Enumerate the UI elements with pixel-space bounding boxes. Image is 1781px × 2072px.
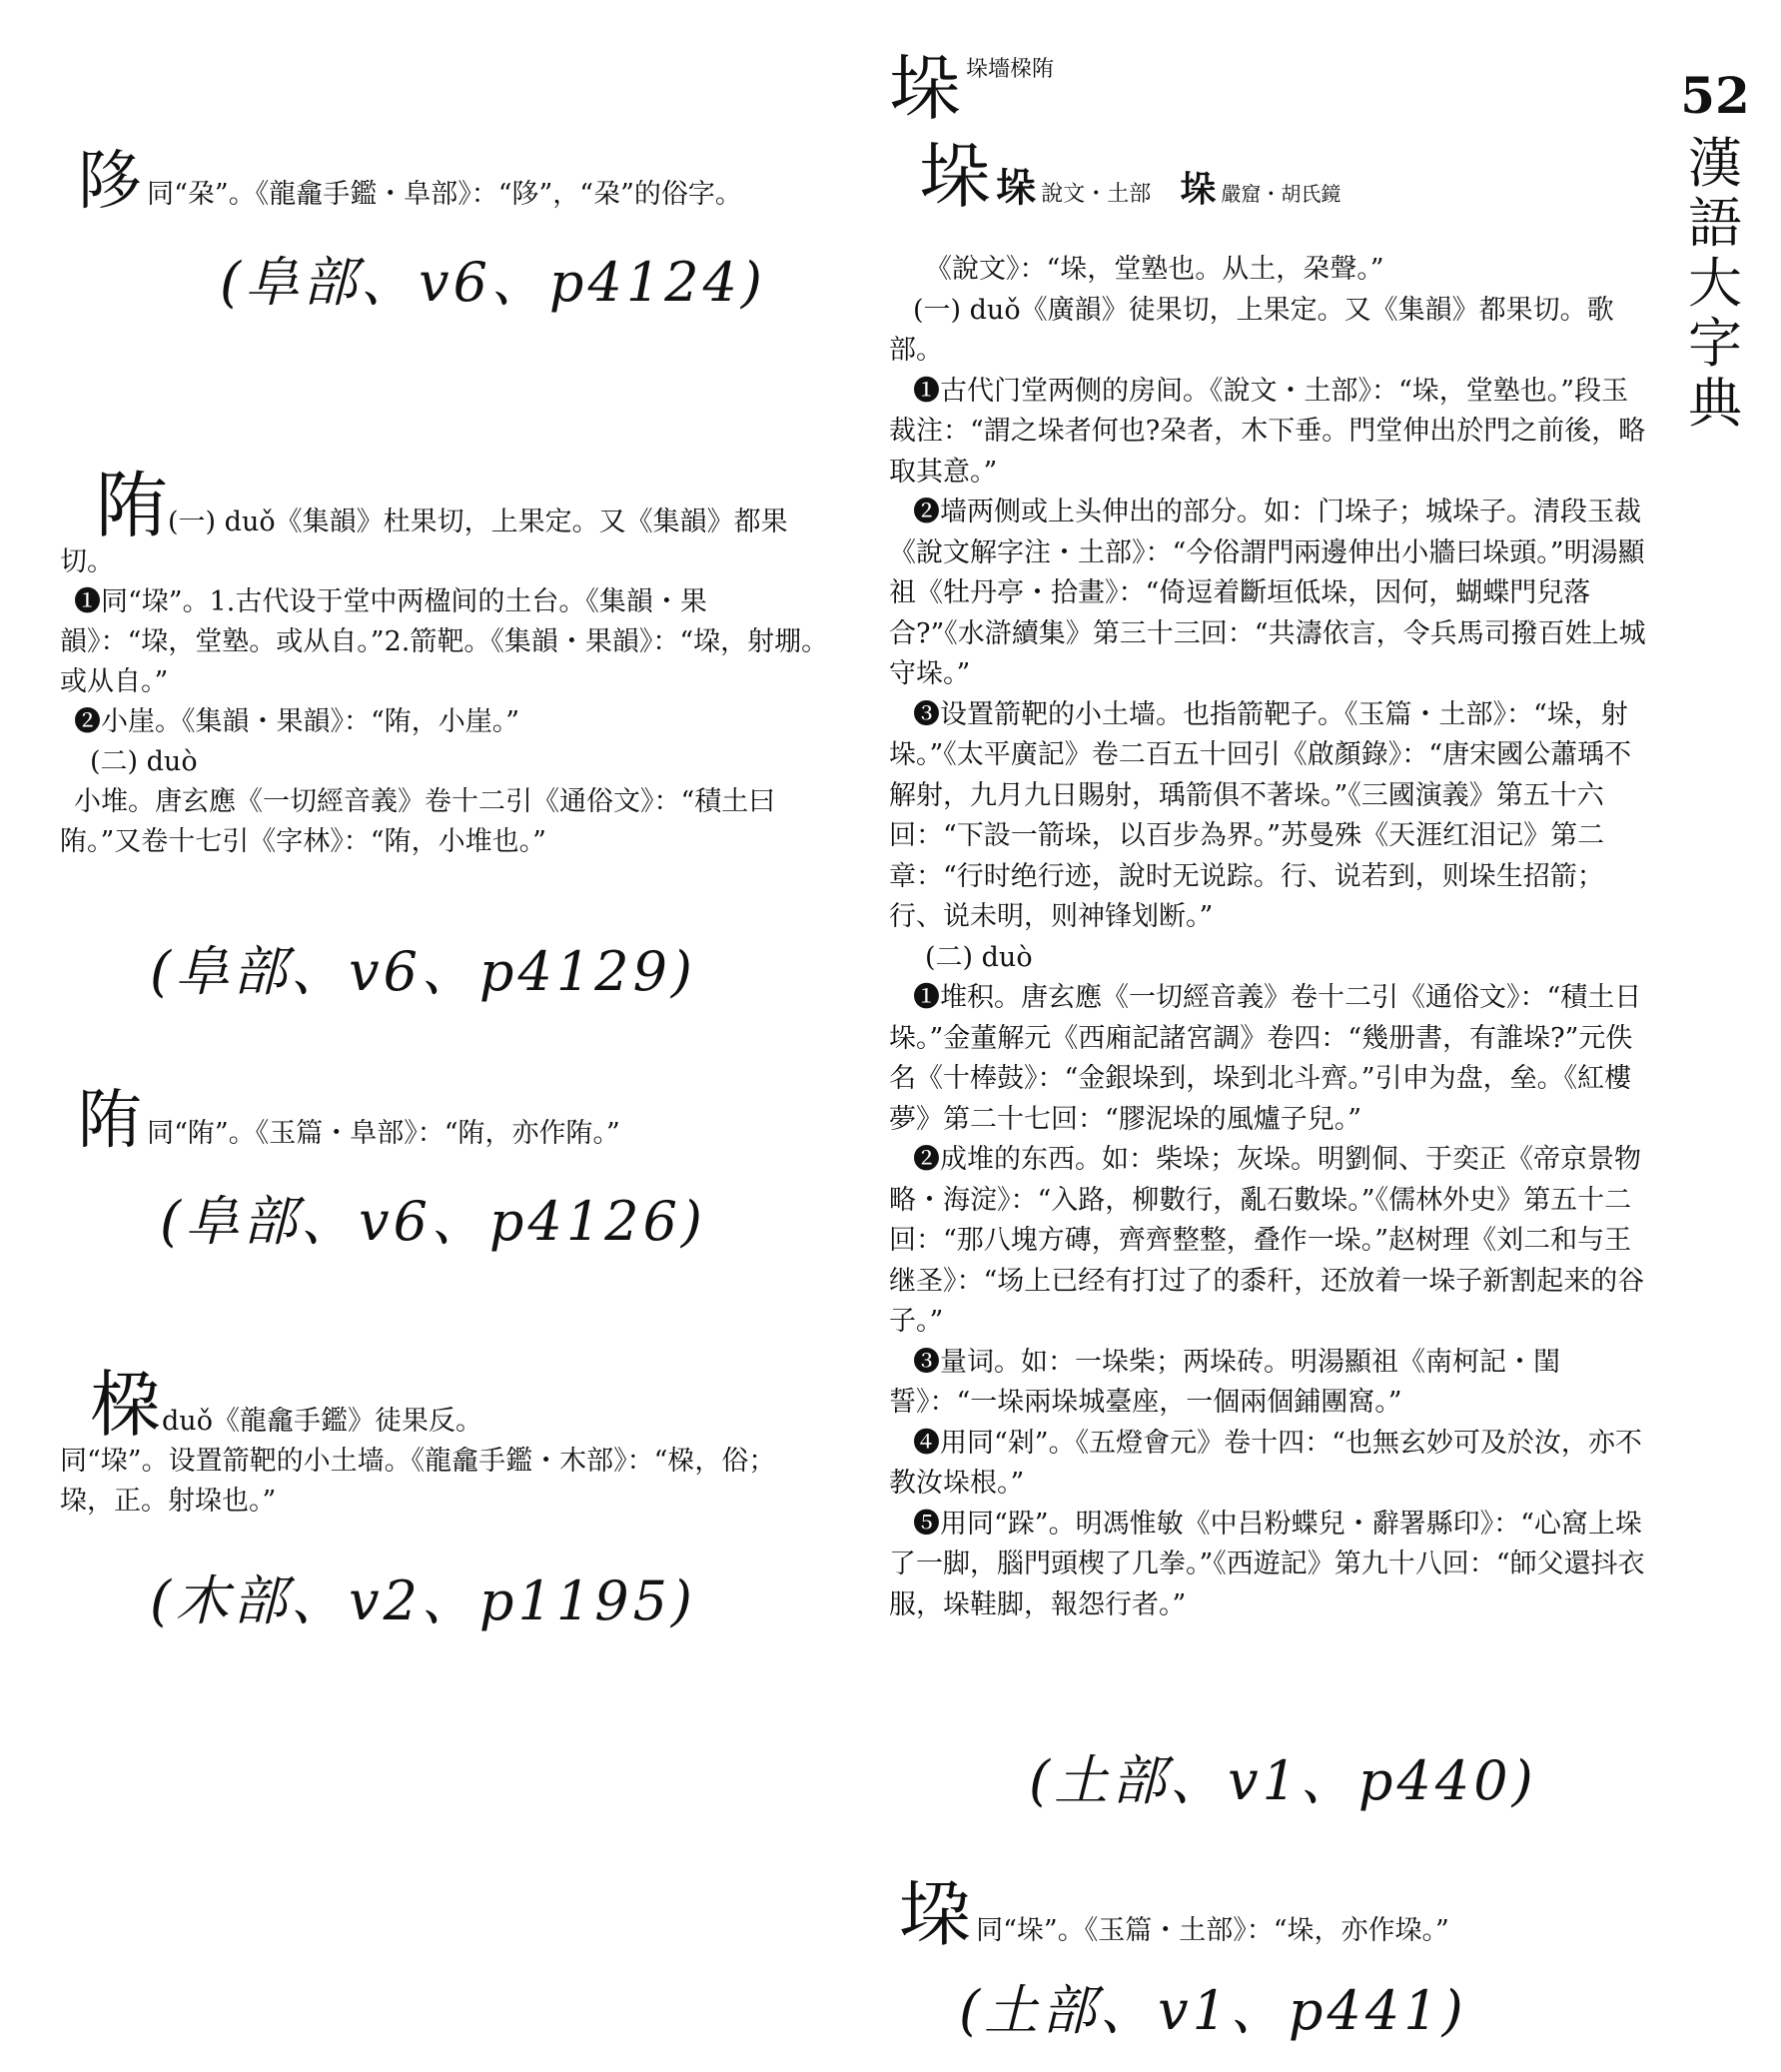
entry-4-line-1: duǒ《龍龕手鑑》徒果反。 (162, 1406, 482, 1437)
right-para-1: 《說文》：“垛，堂塾也。从土，朶聲。” (925, 254, 1384, 285)
right-bottom-handwritten-note: (土部、v1、p441) (959, 1979, 1467, 2042)
right-para-5: ❸设置箭靶的小土墙。也指箭靶子。《玉篇・土部》：“垛，射垛。”《太平廣記》卷二百五十回引《啟顏錄》：“唐宋國公蕭瑀不解射，九月九日賜射，瑀箭俱不著垛。”《三國演義》第五十六回：“下設一箭垛，以百步為界。”苏曼殊《天涯红泪记》第二章：“行时绝行迹，說时无说踪。行、说若到，则垛生招箭；行、说未明，则神锋划断。” (889, 698, 1632, 932)
entry-1-headword: 陊 (78, 145, 142, 219)
entry-2-line-1: (一) duǒ《集韻》杜果切，上果定。又《集韻》都果切。 (60, 507, 788, 577)
right-bottom-text: 同“垛”。《玉篇・土部》：“垛，亦作垜。” (976, 1915, 1449, 1946)
right-entry-body (889, 250, 1648, 1625)
right-para-11: ❺用同“跺”。明馮惟敏《中吕粉蝶兒・辭署縣印》：“心窩上垛了一脚，腦門頭楔了几拳。”《西遊記》第九十八回：“師父還抖衣服，垛鞋脚，報怨行者。” (889, 1508, 1645, 1620)
entry-4-handwritten-note: (木部、v2、p1195) (150, 1569, 696, 1632)
entry-1-text: 同“朶”。《龍龕手鑑・阜部》：“陊”，“朶”的俗字。 (147, 179, 742, 210)
dictionary-sidebar (1680, 66, 1750, 434)
entry-1-handwritten-note: (阜部、v6、p4124) (220, 251, 766, 314)
bronze-source-label: 嚴窟・胡氏鏡 (1221, 182, 1341, 206)
sidebar-title-char-3: 大 (1688, 252, 1742, 315)
entry-2-handwritten-note: (阜部、v6、p4129) (150, 940, 696, 1003)
entry-4 (60, 1363, 829, 1522)
page-number: 52 (1680, 66, 1750, 125)
right-handwritten-note: (土部、v1、p440) (1029, 1749, 1537, 1812)
right-para-9: ❸量词。如：一垛柴；两垛砖。明湯顯祖《南柯記・閨誓》：“一垛兩垛城臺座，一個兩個鋪團窩。” (889, 1346, 1560, 1418)
right-top-heading (889, 46, 1055, 130)
right-top-headword: 垛 (889, 46, 962, 130)
entry-1 (78, 145, 837, 219)
entry-2-sense-3: 小堆。唐玄應《一切經音義》卷十二引《通俗文》：“積土曰陏。”又卷十七引《字林》：“陏，小堆也。” (60, 786, 776, 857)
seal-script-glyph: 垛 (996, 164, 1037, 211)
entry-4-headword: 桗 (90, 1363, 163, 1447)
right-para-8: ❷成堆的东西。如：柴垛；灰垛。明劉侗、于奕正《帝京景物略・海淀》：“入路，柳數行，亂石數垛。”《儒林外史》第五十二回：“那八塊方磚，齊齊整整，叠作一垛。”赵树理《刘二和与王继圣》：“场上已经有打过了的黍秆，还放着一垛子新割起来的谷子。” (889, 1144, 1645, 1337)
right-top-variants: 垛墻桗陏 (966, 57, 1055, 82)
sidebar-title-char-4: 字 (1688, 312, 1742, 375)
entry-3-headword: 陏 (78, 1084, 142, 1158)
right-bottom-headword: 垜 (899, 1872, 972, 1956)
right-para-4: ❷墙两侧或上头伸出的部分。如：门垛子；城垛子。清段玉裁《說文解字注・土部》：“今俗謂門兩邊伸出小牆曰垛頭。”明湯顯祖《牡丹亭・拾畫》：“倚逗着斷垣低垛，因何，蝴蝶門兒落合?”《水滸續集》第三十三回：“共濤依言，令兵馬司撥百姓上城守垛。” (889, 497, 1646, 689)
right-bottom-entry (899, 1872, 1658, 1956)
entry-3-handwritten-note: (阜部、v6、p4126) (160, 1190, 706, 1253)
entry-2-headword: 陏 (96, 464, 169, 547)
right-head-entry (919, 134, 1418, 218)
entry-2-sense-1: ❶同“垜”。1.古代设于堂中两楹间的土台。《集韻・果韻》：“垜，堂塾。或从自。”2.箭靶。《集韻・果韻》：“垜，射堋。或从自。” (60, 586, 829, 697)
entry-2-sense-2: ❷小崖。《集韻・果韻》：“陏，小崖。” (74, 706, 520, 737)
right-head-headword: 垛 (919, 134, 992, 218)
entry-3 (78, 1084, 837, 1158)
seal-source-label: 說文・土部 (1041, 182, 1152, 207)
sidebar-title-char-1: 漢 (1688, 132, 1742, 195)
sidebar-title-char-2: 語 (1688, 192, 1742, 255)
right-para-7: ❶堆积。唐玄應《一切經音義》卷十二引《通俗文》：“積土日垛。”金董解元《西廂記諸宮調》卷四：“幾册書，有誰垛?”元佚名《十棒鼓》：“金銀垛到，垛到北斗齊。”引申为盘，垒。《紅樓夢》第二十七回：“膠泥垛的風爐子兒。” (889, 982, 1642, 1135)
bronze-glyph: 垛 (1180, 168, 1217, 210)
right-para-3: ❶古代门堂两侧的房间。《說文・土部》：“垛，堂塾也。”段玉裁注：“謂之垛者何也?朶者，木下垂。門堂伸出於門之前後，略取其意。” (889, 375, 1646, 488)
sidebar-title-char-5: 典 (1688, 372, 1742, 435)
entry-2 (60, 464, 829, 862)
right-para-6: (二) duò (925, 941, 1033, 973)
entry-3-text: 同“陏”。《玉篇・阜部》：“陏，亦作陏。” (147, 1118, 620, 1149)
right-para-2: (一) duǒ《廣韻》徒果切，上果定。又《集韻》都果切。歌部。 (889, 294, 1614, 366)
entry-2-part-2: (二) duò (90, 746, 198, 777)
entry-4-line-2: 同“垜”。设置箭靶的小土墙。《龍龕手鑑・木部》：“桗，俗；垜，正。射垜也。” (60, 1446, 776, 1517)
right-para-10: ❹用同“剁”。《五燈會元》卷十四：“也無玄妙可及於汝，亦不教汝垛根。” (889, 1427, 1642, 1499)
